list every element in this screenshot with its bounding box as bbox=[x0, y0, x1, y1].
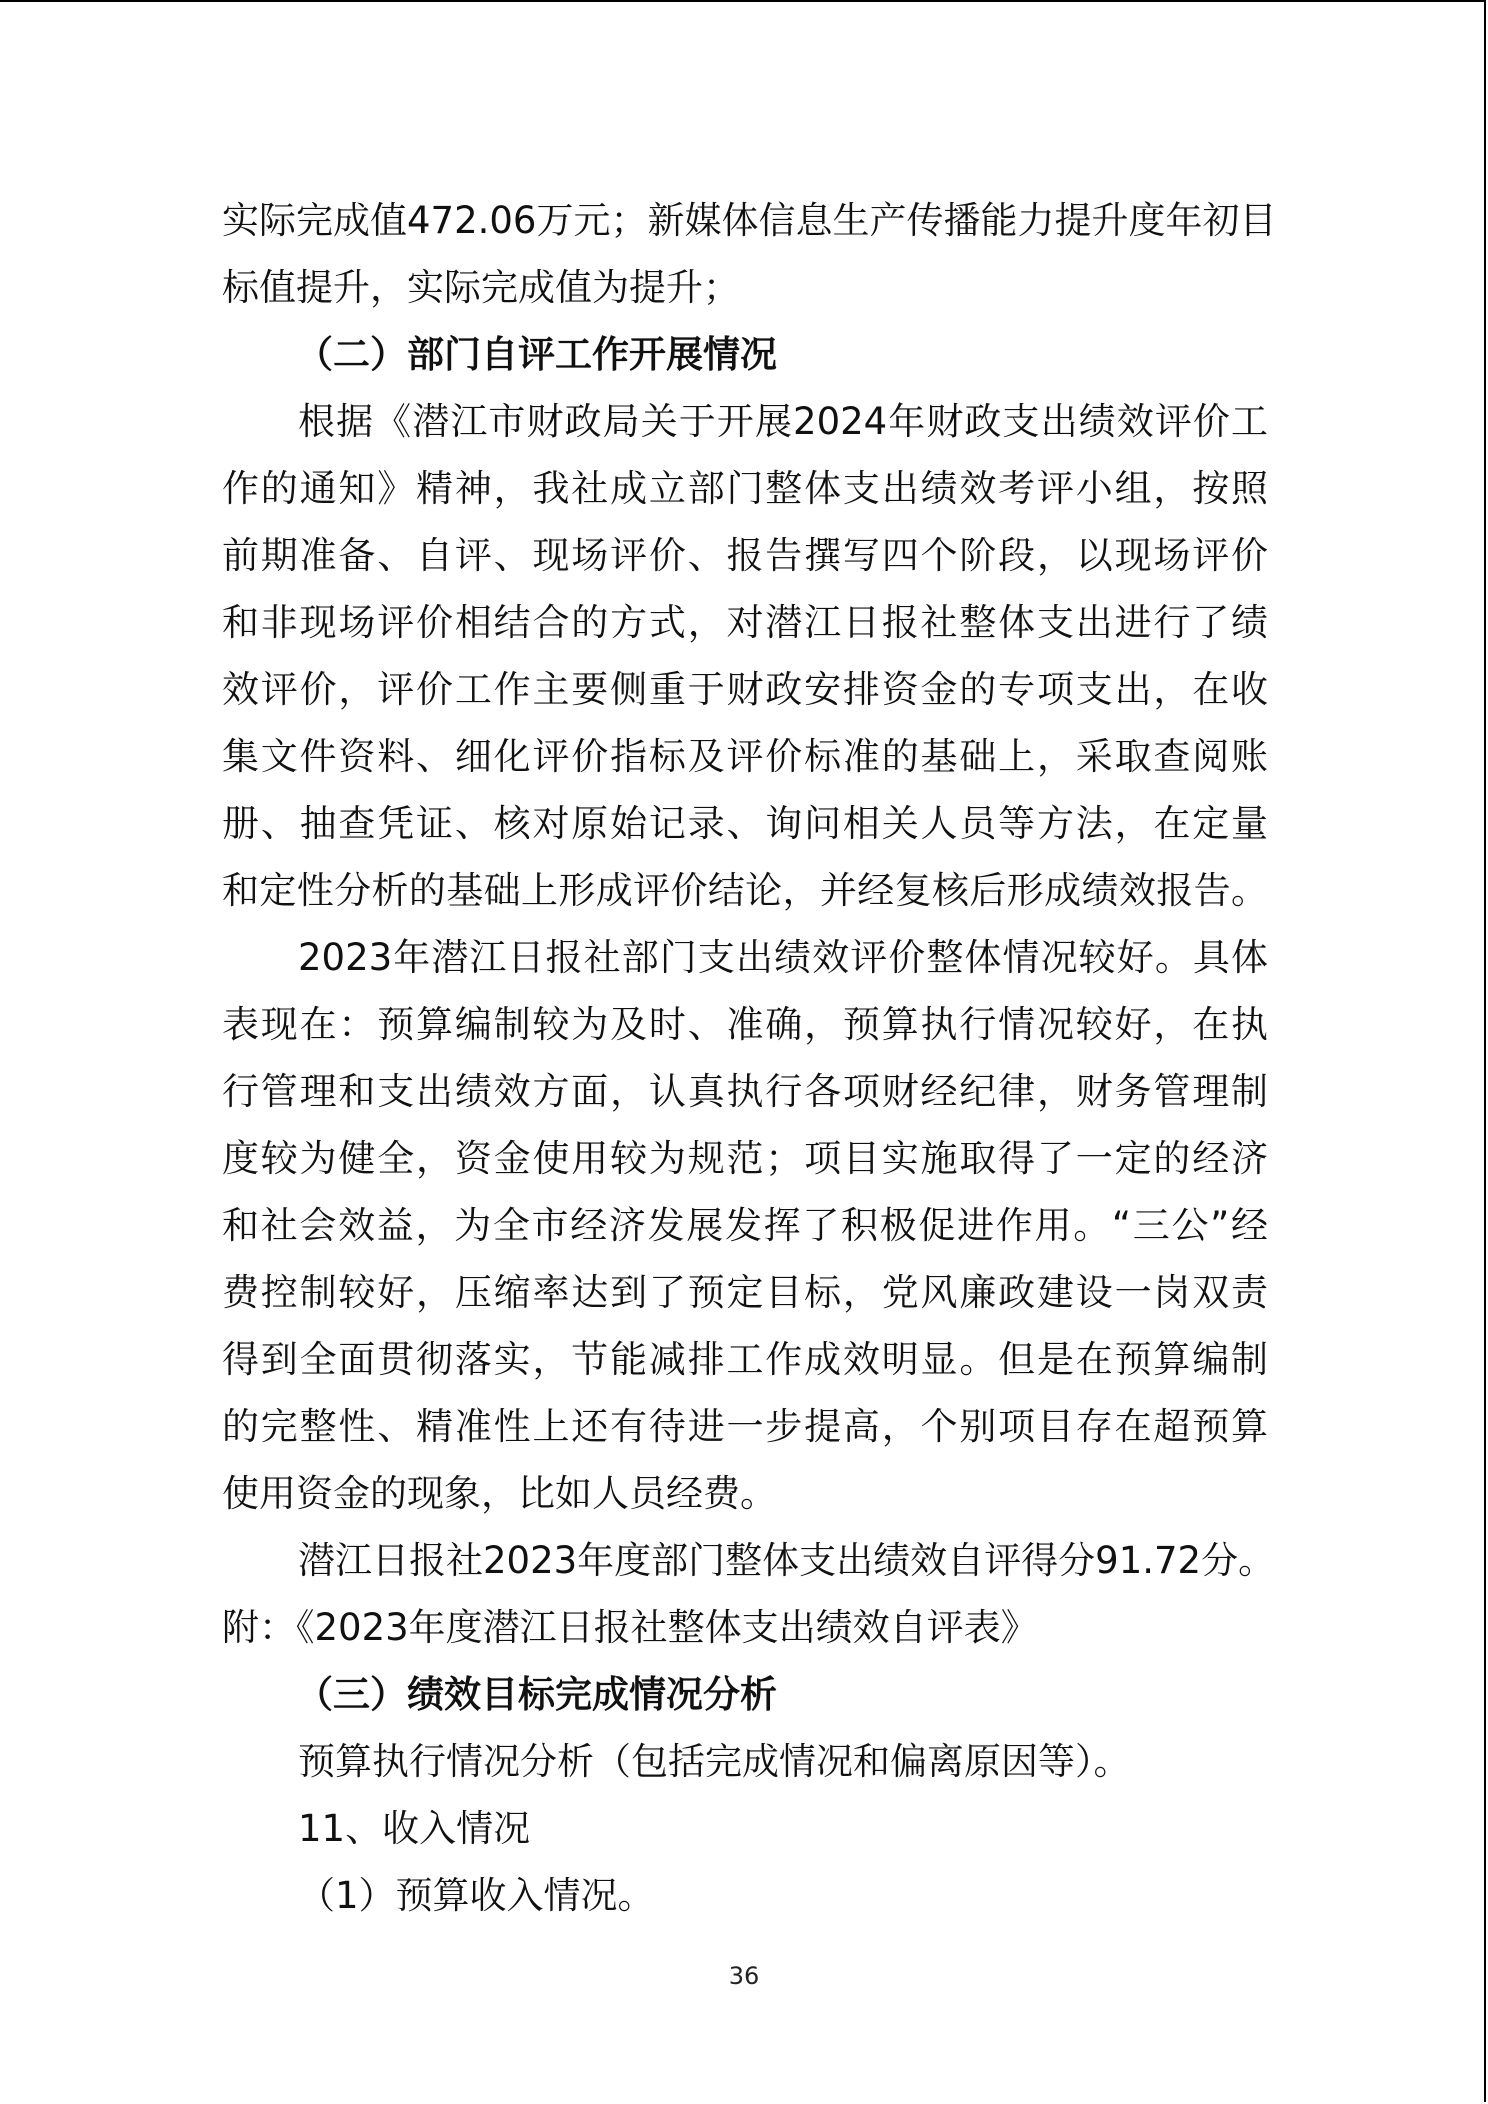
paragraph-line: 作的通知》精神，我社成立部门整体支出绩效考评小组，按照 bbox=[222, 467, 1268, 510]
paragraph-line: 前期准备、自评、现场评价、报告撰写四个阶段，以现场评价 bbox=[222, 534, 1268, 577]
paragraph-line: 预算执行情况分析（包括完成情况和偏离原因等）。 bbox=[298, 1740, 1131, 1783]
paragraph-line: 费控制较好，压缩率达到了预定目标，党风廉政建设一岗双责 bbox=[222, 1271, 1268, 1314]
paragraph-line: 根据《潜江市财政局关于开展2024年财政支出绩效评价工 bbox=[298, 400, 1268, 443]
page-number: 36 bbox=[728, 1962, 760, 1990]
paragraph-line: 集文件资料、细化评价指标及评价标准的基础上，采取查阅账 bbox=[222, 735, 1268, 778]
paragraph-line: 和定性分析的基础上形成评价结论，并经复核后形成绩效报告。 bbox=[222, 869, 1268, 912]
section-heading-3: （三）绩效目标完成情况分析 bbox=[296, 1673, 777, 1716]
paragraph-line: 表现在：预算编制较为及时、准确，预算执行情况较好，在执 bbox=[222, 1003, 1268, 1046]
list-item: （1）预算收入情况。 bbox=[298, 1874, 655, 1917]
paragraph-line: 得到全面贯彻落实，节能减排工作成效明显。但是在预算编制 bbox=[222, 1338, 1268, 1381]
paragraph-line: 和非现场评价相结合的方式，对潜江日报社整体支出进行了绩 bbox=[222, 601, 1268, 644]
paragraph-line: 实际完成值472.06万元；新媒体信息生产传播能力提升度年初目 bbox=[222, 199, 1277, 242]
paragraph-line: 使用资金的现象，比如人员经费。 bbox=[222, 1472, 777, 1515]
paragraph-line: 2023年潜江日报社部门支出绩效评价整体情况较好。具体 bbox=[298, 936, 1268, 979]
paragraph-line: 行管理和支出绩效方面，认真执行各项财经纪律，财务管理制 bbox=[222, 1070, 1268, 1113]
paragraph-line: 和社会效益，为全市经济发展发挥了积极促进作用。“三公”经 bbox=[222, 1204, 1268, 1247]
paragraph-line: 的完整性、精准性上还有待进一步提高，个别项目存在超预算 bbox=[222, 1405, 1268, 1448]
paragraph-line: 附：《2023年度潜江日报社整体支出绩效自评表》 bbox=[222, 1606, 1038, 1649]
paragraph-line: 潜江日报社2023年度部门整体支出绩效自评得分91.72分。 bbox=[298, 1539, 1276, 1582]
paragraph-line: 标值提升，实际完成值为提升； bbox=[222, 266, 740, 309]
section-heading-2: （二）部门自评工作开展情况 bbox=[296, 333, 777, 376]
paragraph-line: 效评价，评价工作主要侧重于财政安排资金的专项支出，在收 bbox=[222, 668, 1268, 711]
paragraph-line: 度较为健全，资金使用较为规范；项目实施取得了一定的经济 bbox=[222, 1137, 1268, 1180]
list-item: 11、收入情况 bbox=[298, 1807, 531, 1850]
paragraph-line: 册、抽查凭证、核对原始记录、询问相关人员等方法，在定量 bbox=[222, 802, 1268, 845]
